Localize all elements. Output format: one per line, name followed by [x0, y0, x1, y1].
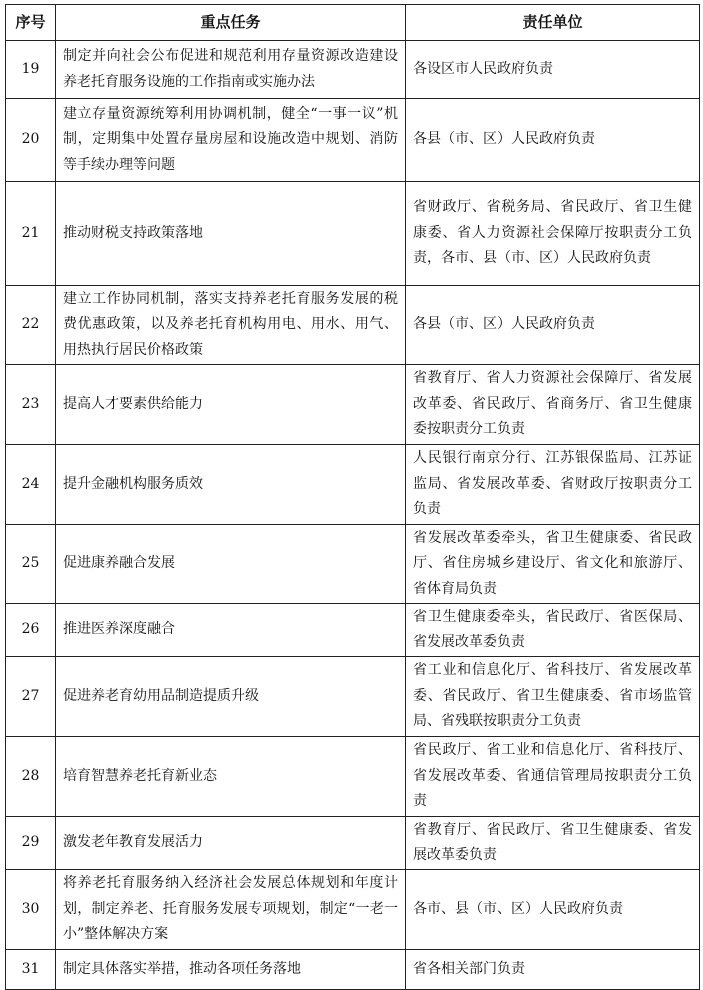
row-task: 促进养老育幼用品制造提质升级 — [56, 657, 406, 737]
row-unit: 省各相关部门负责 — [406, 950, 700, 990]
row-task: 推动财税支持政策落地 — [56, 182, 406, 286]
row-number: 20 — [6, 99, 56, 182]
row-unit: 省民政厅、省工业和信息化厅、省科技厅、省发展改革委、省通信管理局按职责分工负责 — [406, 737, 700, 817]
table-row — [6, 182, 700, 286]
table-row — [6, 817, 700, 870]
row-task: 培育智慧养老托育新业态 — [56, 737, 406, 817]
task-responsibility-table — [5, 4, 700, 990]
row-unit: 省工业和信息化厅、省科技厅、省发展改革委、省民政厅、省卫生健康委、省市场监管局、省残联按职责分工负责 — [406, 657, 700, 737]
table-row — [6, 286, 700, 365]
row-number: 23 — [6, 365, 56, 445]
row-task: 提升金融机构服务质效 — [56, 445, 406, 525]
row-unit: 省财政厅、省税务局、省民政厅、省卫生健康委、省人力资源社会保障厅按职责分工负责，各市、县（市、区）人民政府负责 — [406, 182, 700, 286]
row-number: 25 — [6, 525, 56, 604]
table-row — [6, 737, 700, 817]
table-row — [6, 950, 700, 990]
row-number: 30 — [6, 870, 56, 950]
table-row — [6, 445, 700, 525]
row-task: 促进康养融合发展 — [56, 525, 406, 604]
row-task: 推进医养深度融合 — [56, 604, 406, 657]
row-unit: 各县（市、区）人民政府负责 — [406, 99, 700, 182]
table-row — [6, 604, 700, 657]
table-row — [6, 41, 700, 99]
row-unit: 各县（市、区）人民政府负责 — [406, 286, 700, 365]
row-task: 将养老托育服务纳入经济社会发展总体规划和年度计划，制定养老、托育服务发展专项规划，制定“一老一小”整体解决方案 — [56, 870, 406, 950]
row-task: 制定具体落实举措，推动各项任务落地 — [56, 950, 406, 990]
row-number: 29 — [6, 817, 56, 870]
row-unit: 各设区市人民政府负责 — [406, 41, 700, 99]
row-number: 21 — [6, 182, 56, 286]
row-unit: 各市、县（市、区）人民政府负责 — [406, 870, 700, 950]
table-row — [6, 525, 700, 604]
row-task: 建立工作协同机制，落实支持养老托育服务发展的税费优惠政策，以及养老托育机构用电、用水、用气、用热执行居民价格政策 — [56, 286, 406, 365]
row-task: 制定并向社会公布促进和规范利用存量资源改造建设养老托育服务设施的工作指南或实施办法 — [56, 41, 406, 99]
row-task: 激发老年教育发展活力 — [56, 817, 406, 870]
row-task: 建立存量资源统筹利用协调机制，健全“一事一议”机制，定期集中处置存量房屋和设施改造中规划、消防等手续办理等问题 — [56, 99, 406, 182]
row-number: 22 — [6, 286, 56, 365]
row-unit: 省卫生健康委牵头，省民政厅、省医保局、省发展改革委负责 — [406, 604, 700, 657]
table-row — [6, 99, 700, 182]
row-unit: 人民银行南京分行、江苏银保监局、江苏证监局、省发展改革委、省财政厅按职责分工负责 — [406, 445, 700, 525]
row-number: 26 — [6, 604, 56, 657]
row-number: 31 — [6, 950, 56, 990]
table-row — [6, 365, 700, 445]
row-unit: 省教育厅、省民政厅、省卫生健康委、省发展改革委负责 — [406, 817, 700, 870]
row-number: 24 — [6, 445, 56, 525]
row-unit: 省发展改革委牵头，省卫生健康委、省民政厅、省住房城乡建设厅、省文化和旅游厅、省体育局负责 — [406, 525, 700, 604]
header-serial-number: 序号 — [6, 5, 56, 41]
row-number: 27 — [6, 657, 56, 737]
table-row — [6, 870, 700, 950]
table-row — [6, 657, 700, 737]
table-header-row — [6, 5, 700, 41]
header-responsible-unit: 责任单位 — [406, 5, 700, 41]
header-key-task: 重点任务 — [56, 5, 406, 41]
row-number: 19 — [6, 41, 56, 99]
row-task: 提高人才要素供给能力 — [56, 365, 406, 445]
row-number: 28 — [6, 737, 56, 817]
row-unit: 省教育厅、省人力资源社会保障厅、省发展改革委、省民政厅、省商务厅、省卫生健康委按职责分工负责 — [406, 365, 700, 445]
